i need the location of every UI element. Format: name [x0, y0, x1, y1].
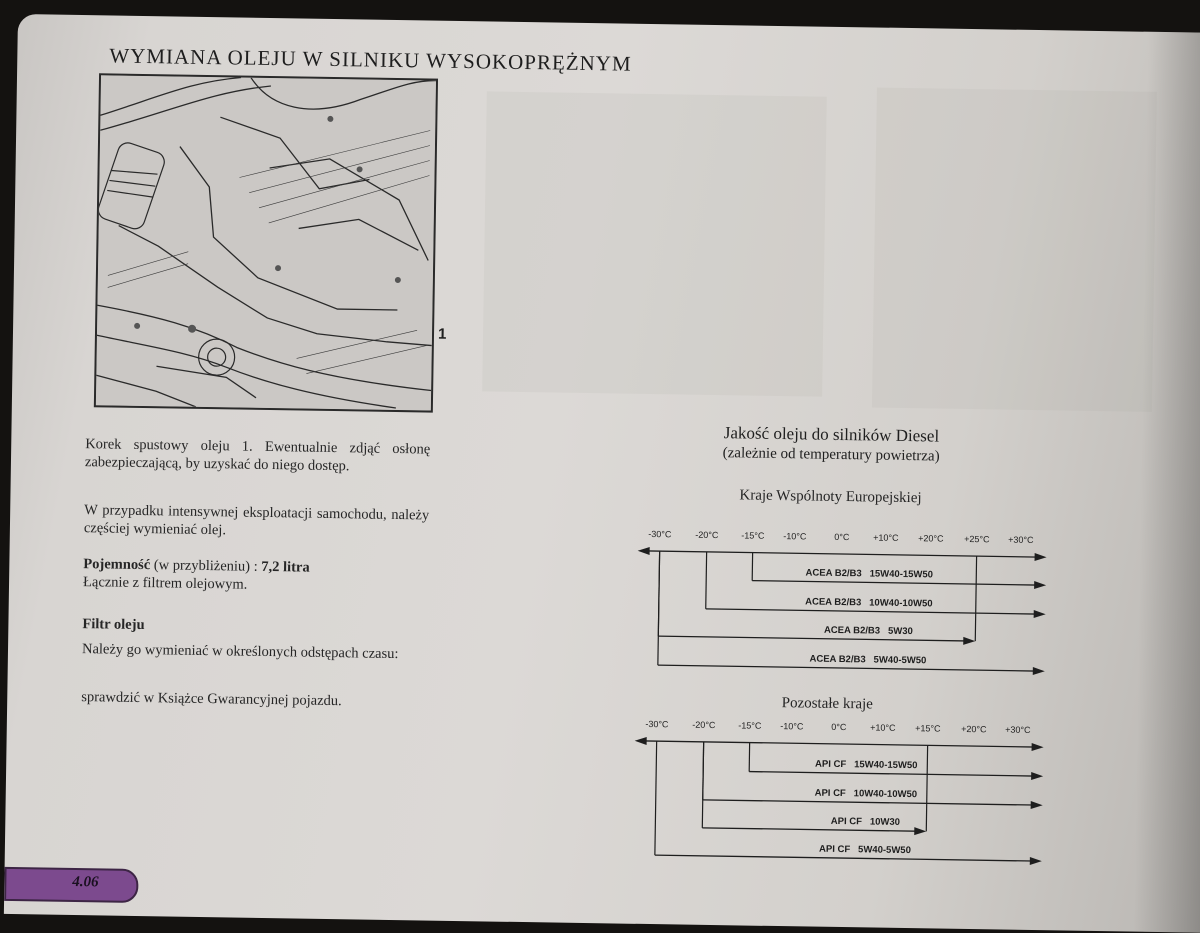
- tick-label: -10°C: [783, 531, 807, 541]
- chart-title: Jakość oleju do silników Diesel: [631, 422, 1031, 448]
- capacity-label: Pojemność: [83, 556, 150, 573]
- range-arrow: [963, 637, 975, 645]
- tick-label: +20°C: [918, 533, 944, 543]
- capacity-value: 7,2 litra: [261, 559, 310, 576]
- axis-arrow-left: [638, 547, 650, 555]
- tick-label: -20°C: [695, 530, 719, 540]
- oil-grade-label: ACEA B2/B3 5W30: [824, 625, 913, 637]
- range-start-line: [658, 551, 660, 665]
- chart-subtitle: (zależnie od temperatury powietrza): [631, 444, 1031, 467]
- page-title: WYMIANA OLEJU W SILNIKU WYSOKOPRĘŻNYM: [109, 43, 632, 76]
- range-arrow: [1031, 801, 1043, 809]
- tick-label: -30°C: [645, 719, 669, 729]
- page-number: 4.06: [72, 874, 99, 891]
- range-bar: [658, 636, 965, 641]
- range-arrow: [1034, 610, 1046, 618]
- range-bar: [658, 665, 1035, 671]
- filter-paragraph-2: sprawdzić w Książce Gwarancyjnej pojazdu.: [81, 688, 441, 712]
- tick-label: -30°C: [648, 529, 672, 539]
- filter-heading: Filtr oleju: [82, 615, 442, 639]
- tick-label: +30°C: [1005, 725, 1031, 735]
- tick-label: +20°C: [961, 724, 987, 734]
- range-start-line: [702, 742, 703, 828]
- tick-label: +15°C: [915, 723, 941, 733]
- oil-grade-label: API CF 5W40-5W50: [819, 844, 911, 856]
- oil-grade-label: API CF 15W40-15W50: [815, 759, 918, 772]
- range-bar: [706, 609, 1036, 614]
- axis-arrow-left: [635, 737, 647, 745]
- range-bar: [702, 828, 916, 831]
- tick-label: +25°C: [964, 534, 990, 544]
- range-arrow: [1033, 667, 1045, 675]
- range-arrow: [914, 827, 926, 835]
- tick-label: +30°C: [1008, 535, 1034, 545]
- tick-label: -20°C: [692, 720, 716, 730]
- capacity-note: (w przybliżeniu) :: [154, 557, 258, 575]
- range-bar: [752, 581, 1036, 585]
- axis-arrow-right: [1032, 743, 1044, 751]
- manual-page: [4, 14, 1200, 933]
- capacity-line-2: Łącznie z filtrem olejowym.: [83, 574, 247, 593]
- range-bar: [749, 772, 1033, 776]
- range-arrow: [1034, 581, 1046, 589]
- oil-grade-label: API CF 10W30: [831, 816, 900, 828]
- oil-grade-label: API CF 10W40-10W50: [815, 788, 918, 801]
- tick-label: +10°C: [873, 532, 899, 542]
- tick-label: -15°C: [738, 720, 762, 730]
- tick-label: 0°C: [831, 722, 847, 732]
- filter-paragraph: Należy go wymieniać w określonych odstępach czasu:: [82, 640, 427, 663]
- oil-grade-label: ACEA B2/B3 5W40-5W50: [809, 654, 926, 667]
- chart-region-other: Pozostałe kraje: [627, 693, 1027, 716]
- heavy-use-paragraph: W przypadku intensywnej eksploatacji samochodu, należy częściej wymieniać olej.: [84, 501, 430, 542]
- drain-plug-paragraph: Korek spustowy oleju 1. Ewentualnie zdjąć osłonę zabezpieczającą, by uzyskać do niego dostęp.: [85, 435, 431, 476]
- oil-temperature-charts: [4, 14, 1200, 933]
- callout-number: 1: [438, 326, 447, 343]
- oil-grade-label: ACEA B2/B3 15W40-15W50: [806, 567, 934, 580]
- range-start-line: [706, 552, 707, 609]
- range-end-line: [926, 745, 927, 831]
- range-end-line: [975, 556, 976, 641]
- tick-label: -10°C: [780, 721, 804, 731]
- range-bar: [655, 855, 1032, 861]
- range-arrow: [1030, 857, 1042, 865]
- range-start-line: [655, 741, 657, 855]
- axis-arrow-right: [1035, 553, 1047, 561]
- oil-grade-label: ACEA B2/B3 10W40-10W50: [805, 596, 933, 609]
- tick-label: +10°C: [870, 722, 896, 732]
- tick-label: 0°C: [834, 532, 850, 542]
- range-arrow: [1031, 772, 1043, 780]
- range-bar: [703, 800, 1033, 805]
- tick-label: -15°C: [741, 530, 765, 540]
- chart-region-eu: Kraje Wspólnoty Europejskiej: [630, 486, 1030, 509]
